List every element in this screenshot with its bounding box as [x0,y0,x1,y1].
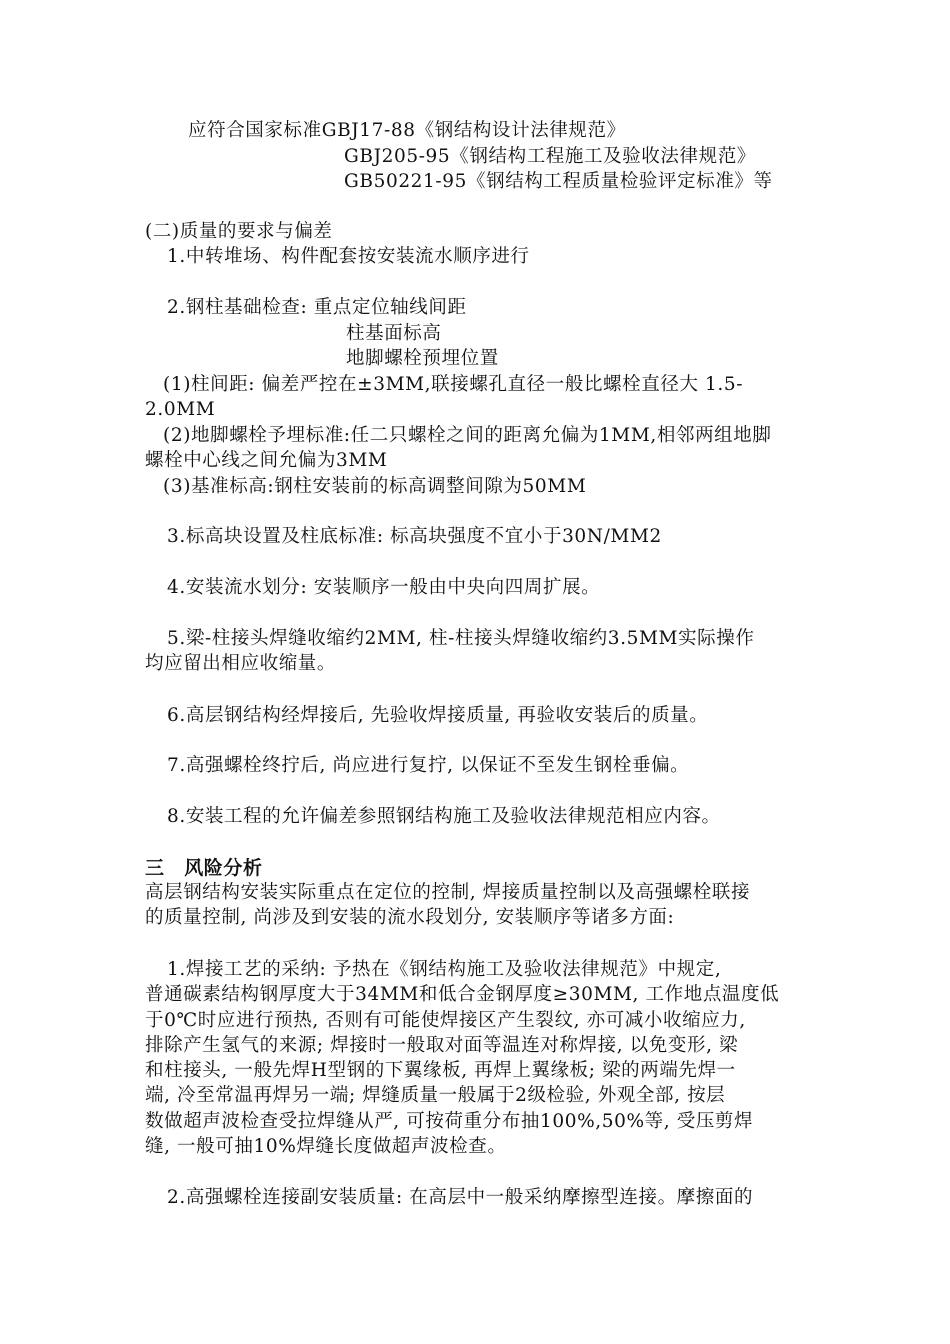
quality-item-4: 4.安装流水划分: 安装顺序一般由中央向四周扩展。 [167,577,601,598]
quality-item-8: 8.安装工程的允许偏差参照钢结构施工及验收法律规范相应内容。 [167,806,721,827]
risk-p1-line-3: 于0℃时应进行预热, 否则有可能使焊接区产生裂纹, 亦可减小收缩应力, [145,1010,746,1031]
risk-intro-line-2: 的质量控制, 尚涉及到安装的流水段划分, 安装顺序等诸多方面: [145,907,675,928]
risk-p1-line-2: 普通碳素结构钢厚度大于34MM和低合金钢厚度≥30MM, 工作地点温度低 [145,984,780,1005]
risk-p1-line-1: 1.焊接工艺的采纳: 予热在《钢结构施工及验收法律规范》中规定, [167,959,722,980]
quality-item-7: 7.高强螺栓终拧后, 尚应进行复拧, 以保证不至发生钢栓垂偏。 [167,755,690,776]
quality-item-2-line-3: 地脚螺栓预埋位置 [346,348,499,369]
quality-item-5-line-2: 均应留出相应收缩量。 [145,653,337,674]
standards-line-1: 应符合国家标准GBJ17-88《钢结构设计法律规范》 [188,120,626,141]
quality-sub-2-line-2: 螺栓中心线之间允偏为3MM [145,450,388,471]
quality-sub-2-line-1: (2)地脚螺栓予埋标准:任二只螺栓之间的距离允偏为1MM,相邻两组地脚 [163,425,772,446]
quality-item-1: 1.中转堆场、构件配套按安装流水顺序进行 [167,246,530,267]
quality-item-2-line-2: 柱基面标高 [346,323,442,344]
risk-p1-line-6: 端, 冷至常温再焊另一端; 焊缝质量一般属于2级检验, 外观全部, 按层 [145,1085,726,1106]
quality-sub-1-line-2: 2.0MM [145,399,216,420]
risk-section-title: 三 风险分析 [145,857,263,879]
standards-line-3: GB50221-95《钢结构工程质量检验评定标准》等 [344,171,773,192]
quality-section-title: (二)质量的要求与偏差 [145,221,333,242]
risk-p1-line-7: 数做超声波检查受拉焊缝从严, 可按荷重分布抽100%,50%等, 受压剪焊 [145,1111,754,1132]
risk-p1-line-8: 缝, 一般可抽10%焊缝长度做超声波检查。 [145,1136,507,1157]
quality-item-5-line-1: 5.梁-柱接头焊缝收缩约2MM, 柱-柱接头焊缝收缩约3.5MM实际操作 [167,628,755,649]
quality-item-3: 3.标高块设置及柱底标准: 标高块强度不宜小于30N/MM2 [167,526,662,547]
standards-line-2: GBJ205-95《钢结构工程施工及验收法律规范》 [344,146,756,167]
quality-sub-3: (3)基准标高:钢柱安装前的标高调整间隙为50MM [163,476,587,497]
risk-p2-line-1: 2.高强螺栓连接副安装质量: 在高层中一般采纳摩擦型连接。摩擦面的 [167,1187,754,1208]
quality-item-6: 6.高层钢结构经焊接后, 先验收焊接质量, 再验收安装后的质量。 [167,705,709,726]
risk-p1-line-4: 排除产生氢气的来源; 焊接时一般取对面等温连对称焊接, 以免变形, 梁 [145,1035,739,1056]
quality-item-2-line-1: 2.钢柱基础检查: 重点定位轴线间距 [167,297,467,318]
quality-sub-1-line-1: (1)柱间距: 偏差严控在±3MM,联接螺孔直径一般比螺栓直径大 1.5- [163,374,744,395]
risk-p1-line-5: 和柱接头, 一般先焊H型钢的下翼缘板, 再焊上翼缘板; 梁的两端先焊一 [145,1060,736,1081]
risk-intro-line-1: 高层钢结构安装实际重点在定位的控制, 焊接质量控制以及高强螺栓联接 [145,882,751,903]
